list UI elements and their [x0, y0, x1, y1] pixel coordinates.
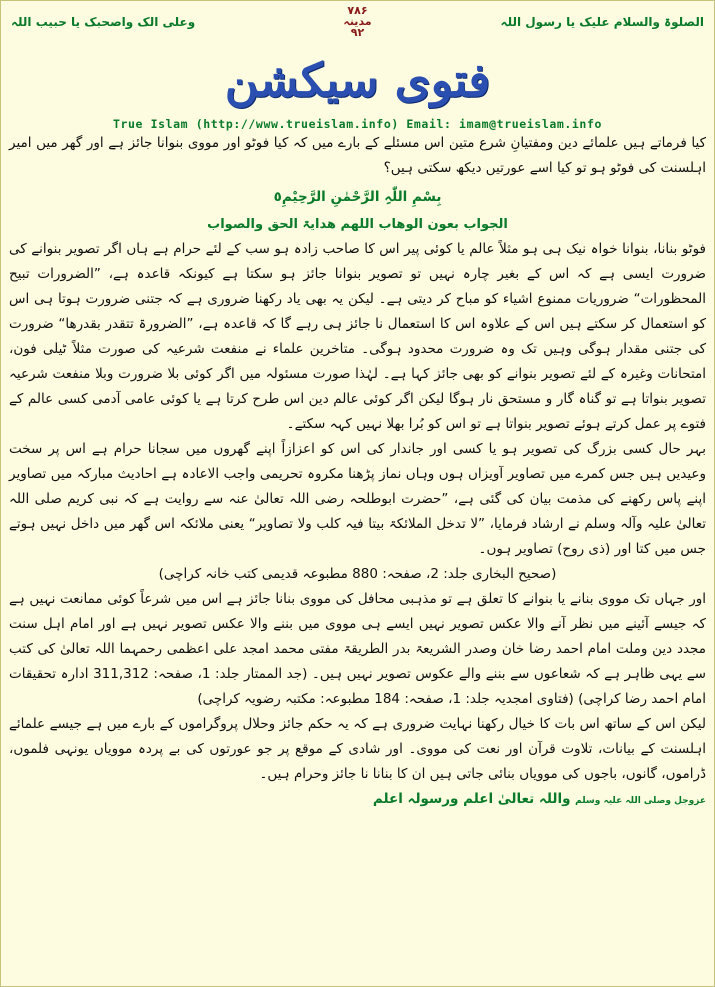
- answer-paragraph-1: فوٹو بنانا، بنوانا خواہ نیک ہی ہو مثلاً عالم یا کوئی پیر اس کا صاحب زادہ ہو سب کے لئے حرام ہے ہاں اگر تصویر بنوانے کی ضرورت ایسی ہے کہ اس کے بغیر چارہ نہیں تو تصویر بنوانا جائز ہو سکتا ہے کیونکہ قاعدہ ہے، ”الضرورات تبیح المحظورات“ ضروریات ممنوع اشیاء کو مباح کر دیتی ہے۔ لیکن یہ بھی یاد رکھنا ضروری ہے کہ جتنی ضرورت ہوتا ہی اس کو استعمال کر سکتے ہیں اس کے علاوہ اس کا استعمال نا جائز ہی رہے گا کہ قاعدہ ہے، ”الضرورۃ تتقدر بقدرھا“ ضرورت کی جتنی مقدار ہوگی وہیں تک وہ ضرورت محدود ہوگی۔ متاخرین علماء نے منفعت شرعیہ کی صورت مثلاً ٹیلی فون، امتحانات وغیرہ کے لئے تصویر بنوانے کو بھی جائز کہا ہے۔ لہٰذا صورت مسئولہ میں اگر کوئی بلا ضرورت وبلا منفعت شرعیہ تصویر بنواتا ہے تو گناہ گار و مستحق نار ہوگا لیکن اگر کوئی عالم دین اس طرح کرتا ہے یا کوئی عامی آدمی کسی عالم کے فتوے پر عمل کرتے ہوئے تصویر بنواتا ہے تو اس کو بُرا بھلا نہیں کہہ سکتے۔: [9, 241, 706, 432]
- fatwa-body: [9, 131, 706, 814]
- salutation-left: وعلی الک واصحبک یا حبیب اللہ: [11, 15, 196, 29]
- number-top: ۷۸۶: [347, 4, 368, 17]
- answer-paragraph-3: اور جہاں تک مووی بنانے یا بنوانے کا تعلق ہے تو مذہبی محافل کی مووی بنانا جائز ہے اس میں شرعاً کوئی ممانعت نہیں ہے کہ جیسے آئینے میں نظر آنے والا عکس تصویر نہیں ایسے ہی مووی میں بننے والا عکس تصویر نہیں ہے اور امام اہل سنت مجدد دین وملت امام احمد رضا خان وصدر الشریعۃ بدر الطریقۃ مفتی محمد امجد علی اعظمی رحمہما اللہ تعالیٰ کی کتب سے یہی ظاہر ہے کہ شعاعوں سے بننے والے عکوس تصویر نہیں ہیں۔ (جد الممتار جلد: 1، صفحہ: 311,312 ادارہ تحقیقات امام احمد رضا کراچی) (فتاوی امجدیہ جلد: 1، صفحہ: 184 مطبوعہ: مکتبہ رضویہ کراچی): [9, 591, 706, 707]
- answer-paragraph-2: بہر حال کسی بزرگ کی تصویر ہو یا کسی اور جاندار کی اس کو اعزازاً اپنے گھروں میں سجانا حرام ہے اس پر سخت وعیدیں ہیں جس کمرے میں تصاویر آویزاں ہوں وہاں نماز پڑھنا مکروہ تحریمی واجب الاعادہ ہے احادیث مبارکہ میں تصاویر اپنے پاس رکھنے کی مذمت بیان کی گئی ہے، ”حضرت ابوطلحہ رضی اللہ تعالیٰ عنہ سے روایت ہے کہ نبی کریم صلی اللہ تعالیٰ علیہ وآلہ وسلم نے ارشاد فرمایا، ”لا تدخل الملائکۃ بیتا فیہ کلب ولا تصاویر“ یعنی ملائکہ اس گھر میں داخل نہیں ہوتے جس میں کتا اور (ذی روح) تصاویر ہوں۔: [9, 441, 706, 557]
- number-bottom: ۹۲: [350, 26, 365, 39]
- closing-line: [9, 787, 706, 814]
- closing-mark: عزوجل وصلی اللہ علیہ وسلم: [575, 796, 706, 806]
- reference-bukhari: (صحیح البخاری جلد: 2، صفحہ: 880 مطبوعہ قدیمی کتب خانہ کراچی): [158, 566, 557, 582]
- header-bar: [9, 5, 706, 45]
- website-email-line: True Islam (http://www.trueislam.info) Email: imam@trueislam.info: [112, 117, 603, 131]
- answer-paragraph-4: لیکن اس کے ساتھ اس بات کا خیال رکھنا نہایت ضروری ہے کہ یہ حکم جائز وحلال پروگراموں کے بارے میں ہے جیسے علمائے اہلسنت کے بیانات، تلاوت قرآن اور نعت کی مووی۔ اور شادی کے موقع پر جو عورتوں کی بے پردہ موویاں یونہی فلموں، ڈراموں، گانوں، باجوں کی موویاں بنائی جاتی ہیں ان کا بنانا نا جائز وحرام ہیں۔: [9, 716, 706, 782]
- closing-text: واللہ تعالیٰ اعلم ورسولہ اعلم: [372, 791, 571, 807]
- bismillah: بِسْمِ اللّٰہِ الرَّحْمٰنِ الرَّحِیْمِ٥: [273, 189, 442, 205]
- salutation-right: الصلوۃ والسلام علیک یا رسول اللہ: [500, 15, 704, 29]
- answer-heading: الجواب بعون الوھاب اللھم ھدایۃ الحق والصواب: [207, 217, 508, 232]
- page-title: فتوی سیکشن: [224, 53, 491, 107]
- question-paragraph: کیا فرماتے ہیں علمائے دین ومفتیانِ شرع متین اس مسئلے کے بارے میں کہ کیا فوٹو اور مووی بنوانا جائز ہے اور گھر میں امیر اہلسنت کی فوٹو ہو تو کیا اسے عورتیں دیکھ سکتی ہیں؟: [9, 135, 706, 176]
- number-mid: مدینہ: [343, 15, 372, 28]
